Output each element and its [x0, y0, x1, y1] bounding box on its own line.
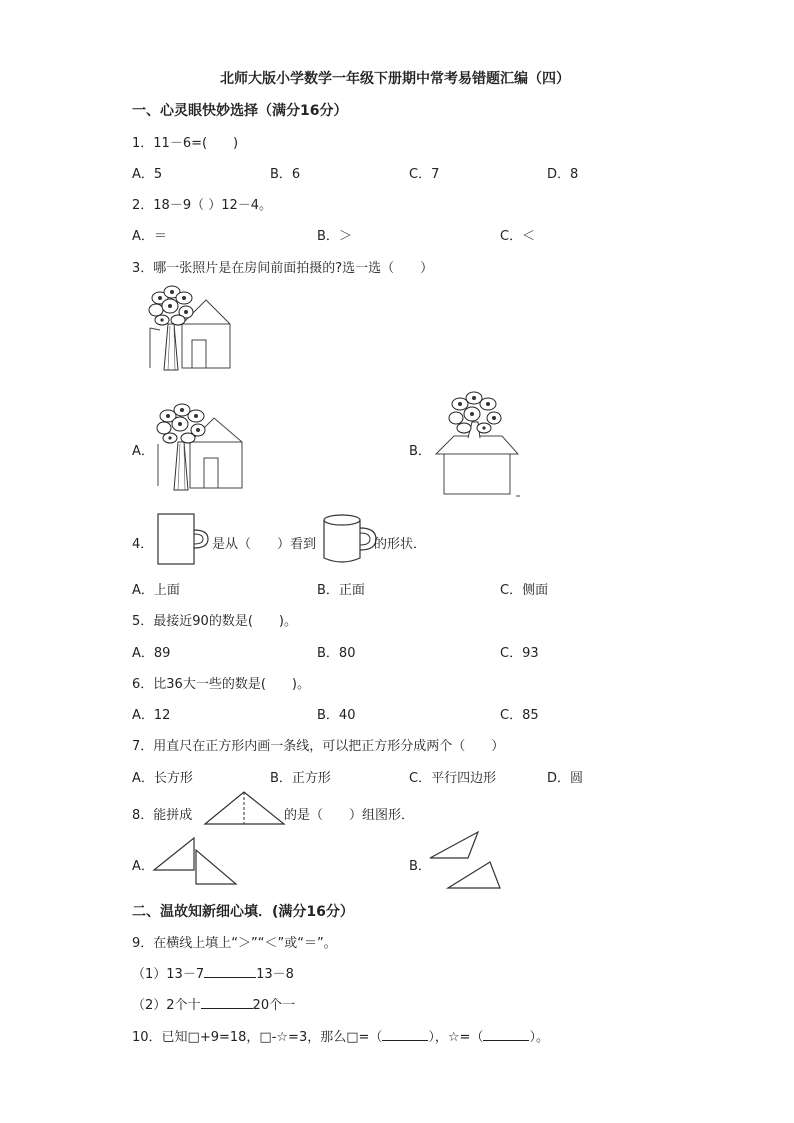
- q10-square-blank[interactable]: [382, 1028, 428, 1041]
- q2-option-c: C．＜: [500, 229, 536, 244]
- q6-option-a: A．12: [132, 708, 171, 723]
- target-triangle-image: [204, 790, 286, 826]
- q2-stem: 2．18－9（ ）12－4。: [132, 198, 273, 213]
- q7-option-c: C．平行四边形: [409, 771, 497, 786]
- q1-option-d: D．8: [547, 167, 579, 182]
- q3-option-b-image: [436, 392, 520, 500]
- q8-option-a: A．: [132, 859, 154, 874]
- q9-item-2-blank[interactable]: [201, 996, 253, 1009]
- q4-option-a: A．上面: [132, 583, 180, 598]
- q8-option-b-image: [428, 828, 504, 892]
- q10-part-2: ），☆=（: [428, 1030, 484, 1045]
- q6-option-b: B．40: [317, 708, 356, 723]
- q10-stem: [132, 1026, 549, 1045]
- q10-star-blank[interactable]: [483, 1028, 529, 1041]
- tree-house-reference-image: [146, 284, 238, 376]
- q4-option-b: B．正面: [317, 583, 365, 598]
- q2-option-a: A．＝: [132, 229, 167, 244]
- q5-option-c: C．93: [500, 646, 539, 661]
- q3-stem: 3．哪一张照片是在房间前面拍摄的?选一选（ ）: [132, 261, 434, 276]
- q10-part-3: ）。: [529, 1030, 549, 1045]
- q7-option-b: B．正方形: [270, 771, 331, 786]
- cup-side-view-image: [156, 512, 212, 566]
- q9-stem: 9．在横线上填上“＞”“＜”或“＝”。: [132, 936, 337, 951]
- q6-stem: 6．比36大一些的数是( )。: [132, 677, 310, 692]
- q5-stem: 5．最接近90的数是( )。: [132, 614, 297, 629]
- q10-part-1: 10．已知□+9=18，□-☆=3，那么□=（: [132, 1030, 383, 1045]
- q1-option-a: A．5: [132, 167, 163, 182]
- q5-option-a: A．89: [132, 646, 171, 661]
- q4-middle-text: 是从（ ）看到: [212, 537, 317, 552]
- q8-lead: 8．能拼成: [132, 808, 193, 823]
- q4-number: 4．: [132, 537, 154, 552]
- q8-option-a-image: [152, 836, 242, 888]
- q9-item-2-right: 20个一: [252, 998, 296, 1013]
- q1-stem: 1．11－6=( ): [132, 136, 239, 151]
- q7-option-d: D．圆: [547, 771, 584, 786]
- cup-perspective-image: [322, 512, 378, 566]
- q3-option-a: A．: [132, 444, 154, 459]
- q9-item-1-right: 13－8: [256, 967, 294, 982]
- q9-item-1-blank[interactable]: [204, 965, 256, 978]
- section-1-heading: 一、心灵眼快妙选择（满分16分）: [132, 103, 348, 119]
- q7-stem: 7．用直尺在正方形内画一条线，可以把正方形分成两个（ ）: [132, 739, 505, 754]
- q8-option-b: B．: [409, 859, 431, 874]
- q2-option-b: B．＞: [317, 229, 352, 244]
- q1-option-b: B．6: [270, 167, 301, 182]
- q9-item-2-left: （2）2个十: [132, 998, 201, 1013]
- q1-option-c: C．7: [409, 167, 440, 182]
- q9-item-2: [132, 994, 295, 1013]
- q9-item-1-left: （1）13－7: [132, 967, 205, 982]
- q6-option-c: C．85: [500, 708, 539, 723]
- q4-tail-text: 的形状．: [374, 537, 427, 552]
- q7-option-a: A．长方形: [132, 771, 193, 786]
- q3-option-a-image: [154, 402, 246, 494]
- page-title: 北师大版小学数学一年级下册期中常考易错题汇编（四）: [220, 71, 570, 87]
- q8-tail: 的是（ ）组图形．: [284, 808, 415, 823]
- section-2-heading: 二、温故知新细心填．(满分16分）: [132, 904, 354, 920]
- q9-item-1: [132, 963, 294, 982]
- q4-option-c: C．侧面: [500, 583, 549, 598]
- q3-option-b: B．: [409, 444, 431, 459]
- q5-option-b: B．80: [317, 646, 356, 661]
